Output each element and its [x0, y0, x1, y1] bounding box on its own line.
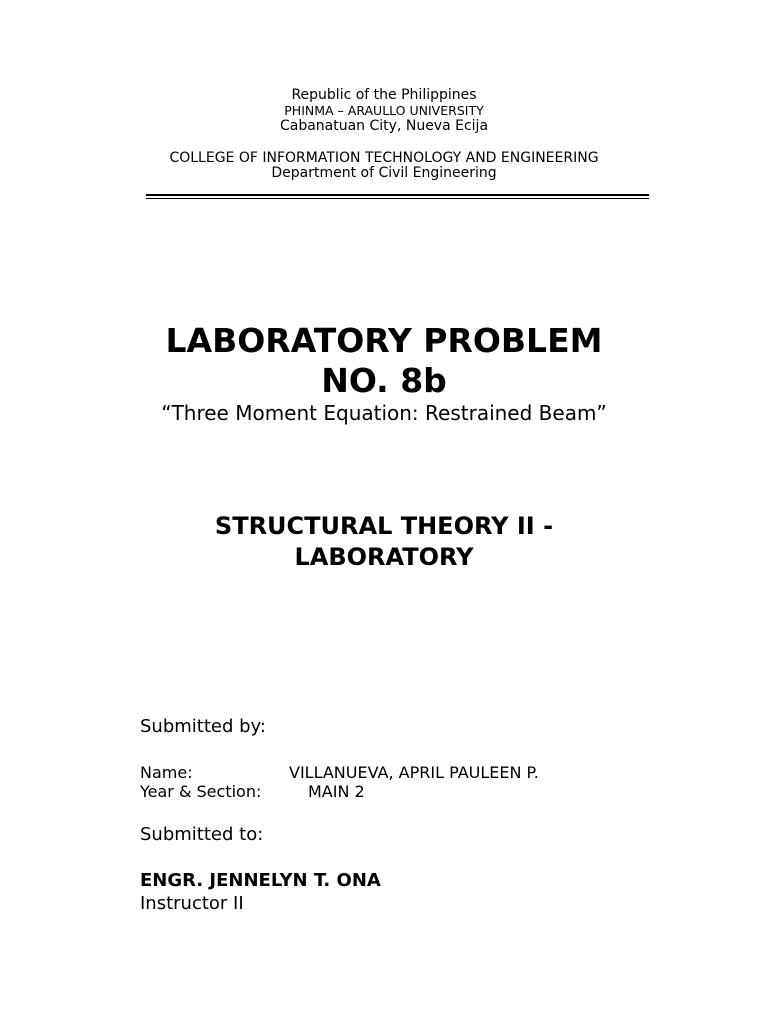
header-city: Cabanatuan City, Nueva Ecija	[279, 118, 489, 134]
document-title-line2: NO. 8b	[321, 361, 447, 400]
name-label: Name:	[140, 763, 193, 782]
submitted-by-label: Submitted by:	[140, 716, 266, 737]
instructor-title: Instructor II	[140, 893, 244, 914]
header-country: Republic of the Philippines	[291, 87, 477, 103]
header-college: COLLEGE OF INFORMATION TECHNOLOGY AND ENGINEERING	[169, 150, 599, 166]
document-title-line1: LABORATORY PROBLEM	[165, 321, 603, 360]
document-subtitle: “Three Moment Equation: Restrained Beam”	[161, 401, 607, 425]
header-university: PHINMA – ARAULLO UNIVERSITY	[284, 103, 484, 118]
course-title-line1: STRUCTURAL THEORY II -	[214, 512, 554, 540]
section-label: Year & Section:	[140, 782, 262, 801]
course-title-line2: LABORATORY	[294, 543, 474, 571]
header-rule-top	[146, 194, 649, 196]
instructor-name: ENGR. JENNELYN T. ONA	[140, 870, 381, 891]
header-department: Department of Civil Engineering	[271, 165, 497, 181]
submitted-to-label: Submitted to:	[140, 824, 264, 845]
section-value: MAIN 2	[308, 782, 365, 801]
header-rule-bottom	[146, 198, 649, 199]
name-value: VILLANUEVA, APRIL PAULEEN P.	[289, 763, 539, 782]
